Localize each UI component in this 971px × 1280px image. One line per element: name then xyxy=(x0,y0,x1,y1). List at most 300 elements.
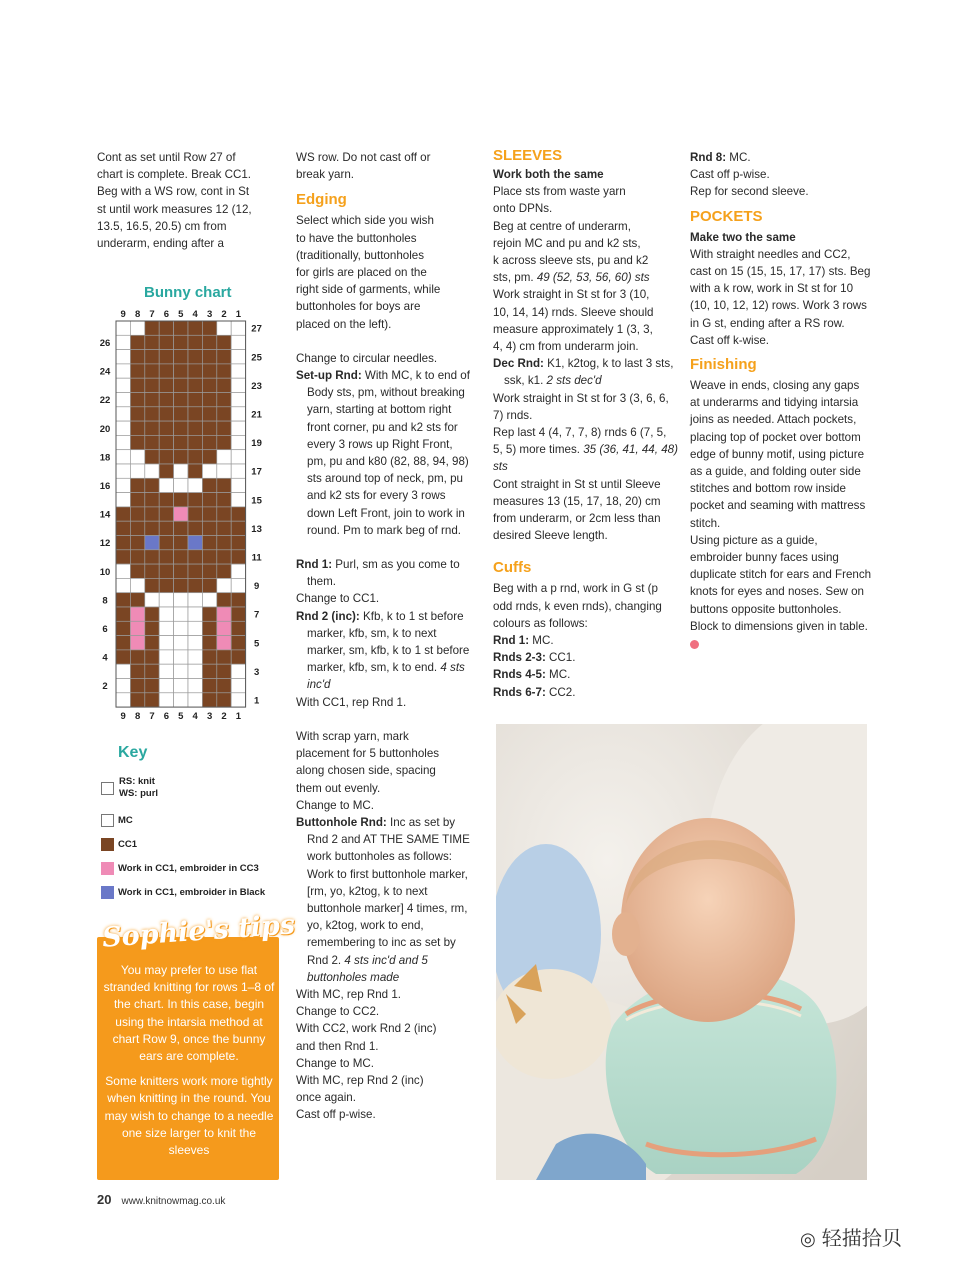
cuff-rnd: Rnd 8: MC. xyxy=(690,151,751,164)
chart-cell xyxy=(174,593,188,607)
column-1 xyxy=(97,149,277,252)
chart-cell xyxy=(202,578,216,592)
text-line: them out evenly. xyxy=(296,781,381,795)
chart-cell xyxy=(159,621,173,635)
chart-row-number: 10 xyxy=(99,566,111,578)
tips-paragraph: Some knitters work more tightly when knitting in the round. You may wish to change to a needle one size larger to knit the sleeves xyxy=(104,1074,274,1158)
chart-cell xyxy=(188,550,202,564)
chart-row-number: 20 xyxy=(99,423,111,435)
intro-line: underarm, ending after a xyxy=(97,237,224,251)
chart-col-number: 7 xyxy=(149,309,155,320)
chart-cell xyxy=(159,335,173,349)
end-dot-icon xyxy=(690,640,699,649)
chart-cell xyxy=(217,421,231,435)
chart-cell xyxy=(217,478,231,492)
text-line: for girls are placed on the xyxy=(296,266,427,280)
chart-cell xyxy=(188,621,202,635)
chart-cell xyxy=(174,321,188,335)
chart-row-number: 12 xyxy=(99,538,111,550)
chart-cell xyxy=(202,350,216,364)
chart-cell xyxy=(188,450,202,464)
chart-cell xyxy=(174,421,188,435)
edging-heading: Edging xyxy=(296,191,347,209)
chart-cell xyxy=(231,650,245,664)
chart-cell xyxy=(145,478,159,492)
chart-cell xyxy=(217,378,231,392)
chart-cell xyxy=(116,507,130,521)
chart-cell xyxy=(159,478,173,492)
chart-cell xyxy=(159,393,173,407)
tips-body xyxy=(103,962,275,1167)
chart-cell xyxy=(145,578,159,592)
chart-cell xyxy=(188,664,202,678)
text-line: Change to MC. xyxy=(296,798,374,812)
chart-cell xyxy=(174,435,188,449)
chart-cell xyxy=(188,593,202,607)
column-3 xyxy=(493,146,679,701)
chart-cell xyxy=(217,593,231,607)
chart-cell xyxy=(217,364,231,378)
chart-cell xyxy=(116,450,130,464)
sleeves-subheading: Work both the same xyxy=(493,168,604,181)
chart-row-number: 14 xyxy=(99,509,111,521)
chart-row-number: 25 xyxy=(251,352,262,364)
chart-cell xyxy=(231,607,245,621)
chart-cell xyxy=(116,407,130,421)
intro-line: 13.5, 16.5, 20.5) cm from xyxy=(97,219,227,233)
chart-col-number: 6 xyxy=(163,309,170,320)
key-swatch xyxy=(101,814,114,827)
chart-cell xyxy=(231,550,245,564)
chart-cell xyxy=(217,607,231,621)
chart-cell xyxy=(145,464,159,478)
chart-cell xyxy=(202,464,216,478)
key-swatch xyxy=(101,886,114,899)
chart-cell xyxy=(159,350,173,364)
chart-cell xyxy=(231,521,245,535)
text-line: placed on the left). xyxy=(296,317,392,331)
intro-line: Beg with a WS row, cont in St xyxy=(97,185,250,199)
chart-row-number: 9 xyxy=(253,581,260,593)
chart-col-number: 2 xyxy=(221,309,227,320)
chart-cell xyxy=(116,521,130,535)
text-line: With CC1, rep Rnd 1. xyxy=(296,695,407,709)
chart-cell xyxy=(159,564,173,578)
chart-cell xyxy=(188,679,202,693)
intro-line: Cont as set until Row 27 of xyxy=(97,151,236,164)
footer xyxy=(97,1192,225,1207)
tips-paragraph: You may prefer to use flat stranded knitting for rows 1–8 of the chart. In this case, begin using the intarsia method at chart Row 9, once the bunny ears are complete. xyxy=(103,963,275,1064)
key-swatch xyxy=(101,862,114,875)
chart-row-number: 27 xyxy=(251,323,262,335)
key-swatch xyxy=(101,782,114,795)
chart-cell xyxy=(159,693,173,707)
chart-row-number: 3 xyxy=(253,666,260,678)
chart-cell xyxy=(188,650,202,664)
chart-col-number: 3 xyxy=(206,711,213,723)
text-line: Rep for second sleeve. xyxy=(690,185,809,199)
chart-cell xyxy=(202,321,216,335)
chart-cell xyxy=(174,564,188,578)
text-line: onto DPNs. xyxy=(493,202,553,216)
chart-cell xyxy=(202,335,216,349)
key-label: WS: purl xyxy=(119,788,159,799)
chart-cell xyxy=(145,550,159,564)
chart-cell xyxy=(130,679,144,693)
chart-cell xyxy=(217,636,231,650)
chart-cell xyxy=(174,636,188,650)
chart-cell xyxy=(231,321,245,335)
chart-cell xyxy=(188,421,202,435)
chart-cell xyxy=(202,450,216,464)
text-line: Work straight in St st for 3 (10, xyxy=(493,288,650,302)
text-line: With CC2, work Rnd 2 (inc) xyxy=(296,1022,437,1036)
chart-cell xyxy=(145,664,159,678)
chart-cell xyxy=(130,393,144,407)
chart-cell xyxy=(188,536,202,550)
chart-cell xyxy=(188,564,202,578)
text-line: With MC, rep Rnd 2 (inc) xyxy=(296,1073,424,1087)
chart-cell xyxy=(188,493,202,507)
text-line: (traditionally, buttonholes xyxy=(296,248,425,262)
chart-row-number: 19 xyxy=(251,438,262,450)
pockets-heading: POCKETS xyxy=(690,207,763,225)
chart-col-number: 4 xyxy=(192,309,198,320)
chart-cell xyxy=(174,450,188,464)
text-line: Change to CC1. xyxy=(296,592,380,606)
chart-cell xyxy=(174,478,188,492)
chart-cell xyxy=(202,536,216,550)
chart-cell xyxy=(174,550,188,564)
chart-cell xyxy=(130,550,144,564)
text-line: sts, pm. 49 (52, 53, 56, 60) sts xyxy=(493,271,650,285)
chart-cell xyxy=(159,407,173,421)
chart-cell xyxy=(202,435,216,449)
chart-border xyxy=(116,321,246,707)
chart-cell xyxy=(174,507,188,521)
text-line: With scrap yarn, mark xyxy=(296,729,409,743)
key-item-mc xyxy=(101,814,133,827)
chart-cell xyxy=(217,521,231,535)
chart-cell xyxy=(174,393,188,407)
chart-cell xyxy=(231,364,245,378)
chart-cell xyxy=(202,507,216,521)
tips-title: Sophie's tips xyxy=(101,909,296,954)
text-line: measure approximately 1 (3, 3, xyxy=(493,322,653,336)
chart-cell xyxy=(231,450,245,464)
chart-cell xyxy=(202,407,216,421)
chart-cell xyxy=(217,621,231,635)
chart-cell xyxy=(174,578,188,592)
chart-cell xyxy=(116,478,130,492)
footer-url: www.knitnowmag.co.uk xyxy=(121,1196,226,1207)
chart-cell xyxy=(231,536,245,550)
text-line: 10, 14, 14) rnds. Sleeve should xyxy=(493,305,654,319)
chart-cell xyxy=(159,593,173,607)
chart-cell xyxy=(188,407,202,421)
chart-cell xyxy=(202,593,216,607)
chart-cell xyxy=(217,407,231,421)
chart-cell xyxy=(130,650,144,664)
chart-cell xyxy=(130,464,144,478)
text-line: Change to MC. xyxy=(296,1056,374,1070)
chart-cell xyxy=(202,364,216,378)
wechat-icon: ◎ xyxy=(800,1229,816,1249)
chart-cell xyxy=(145,536,159,550)
chart-cell xyxy=(116,664,130,678)
chart-cell xyxy=(116,435,130,449)
chart-col-number: 5 xyxy=(178,711,184,723)
chart-cell xyxy=(159,521,173,535)
cuff-rnd: Rnd 1: MC. xyxy=(493,634,554,648)
text-line: Cast off p-wise. xyxy=(296,1108,376,1122)
chart-cell xyxy=(231,407,245,421)
chart-cell xyxy=(217,693,231,707)
chart-cell xyxy=(202,521,216,535)
chart-cell xyxy=(231,378,245,392)
chart-cell xyxy=(217,335,231,349)
key-label: CC1 xyxy=(118,839,138,851)
chart-cell xyxy=(231,350,245,364)
chart-cell xyxy=(145,321,159,335)
chart-cell xyxy=(145,493,159,507)
chart-cell xyxy=(188,636,202,650)
chart-cell xyxy=(231,464,245,478)
chart-cell xyxy=(159,321,173,335)
chart-row-number: 5 xyxy=(253,638,260,650)
chart-cell xyxy=(145,621,159,635)
chart-cell xyxy=(159,435,173,449)
chart-cell xyxy=(116,550,130,564)
chart-row-number: 6 xyxy=(102,623,108,635)
chart-cell xyxy=(231,693,245,707)
chart-cell xyxy=(159,550,173,564)
chart-cell xyxy=(174,521,188,535)
baby-photo xyxy=(496,724,867,1180)
text-line: With MC, rep Rnd 1. xyxy=(296,987,402,1001)
chart-cell xyxy=(159,493,173,507)
chart-cell xyxy=(202,550,216,564)
text-line: With straight needles and CC2, cast on 15 (15, 15, 17, 17) sts. Beg with a k row, work in St st for 10 (10, 10, 12, 12) rows. Work 3 rows in G st, ending after a RS row. xyxy=(690,247,871,330)
chart-cell xyxy=(231,679,245,693)
chart-cell xyxy=(231,636,245,650)
key-item-cc3 xyxy=(101,862,259,875)
chart-col-number: 7 xyxy=(149,711,155,723)
chart-cell xyxy=(174,664,188,678)
text-line: and then Rnd 1. xyxy=(296,1039,379,1053)
chart-cell xyxy=(217,650,231,664)
cuffs-heading: Cuffs xyxy=(493,559,532,577)
chart-row-number: 1 xyxy=(253,695,260,707)
chart-cell xyxy=(174,607,188,621)
chart-cell xyxy=(130,478,144,492)
chart-cell xyxy=(217,493,231,507)
chart-cell xyxy=(130,378,144,392)
chart-cell xyxy=(188,464,202,478)
chart-cell xyxy=(116,493,130,507)
chart-cell xyxy=(116,335,130,349)
chart-cell xyxy=(174,378,188,392)
chart-cell xyxy=(159,536,173,550)
chart-cell xyxy=(217,321,231,335)
chart-row-number: 8 xyxy=(102,595,108,607)
chart-cell xyxy=(145,421,159,435)
chart-cell xyxy=(202,478,216,492)
intro-line: st until work measures 12 (12, xyxy=(97,202,252,216)
chart-cell xyxy=(130,350,144,364)
chart-cell xyxy=(130,564,144,578)
chart-cell xyxy=(188,378,202,392)
chart-cell xyxy=(145,335,159,349)
chart-col-number: 8 xyxy=(134,711,141,723)
chart-cell xyxy=(217,435,231,449)
chart-col-number: 6 xyxy=(163,711,170,723)
chart-cell xyxy=(145,507,159,521)
chart-cell xyxy=(159,607,173,621)
chart-cell xyxy=(202,393,216,407)
chart-cell xyxy=(174,621,188,635)
chart-cell xyxy=(217,464,231,478)
text-line: Cast off p-wise. xyxy=(690,168,770,182)
chart-cell xyxy=(188,521,202,535)
chart-cell xyxy=(159,450,173,464)
text-line: Cast off k-wise. xyxy=(690,333,770,347)
chart-cell xyxy=(159,464,173,478)
chart-cell xyxy=(174,679,188,693)
cuff-rnd: Rnds 4-5: MC. xyxy=(493,668,571,682)
chart-cell xyxy=(145,593,159,607)
key-item-cc1 xyxy=(101,838,137,851)
chart-cell xyxy=(217,350,231,364)
text-line: Place sts from waste yarn xyxy=(493,185,626,199)
chart-cell xyxy=(217,393,231,407)
finishing-heading: Finishing xyxy=(690,356,757,374)
chart-cell xyxy=(116,650,130,664)
chart-row-number: 18 xyxy=(99,452,111,464)
chart-row-number: 17 xyxy=(251,466,262,478)
chart-row-number: 24 xyxy=(99,366,111,378)
chart-cell xyxy=(159,650,173,664)
chart-cell xyxy=(231,393,245,407)
chart-row-number: 22 xyxy=(99,395,111,407)
chart-cell xyxy=(174,407,188,421)
chart-cell xyxy=(130,421,144,435)
text-line: once again. xyxy=(296,1091,356,1105)
key-label: RS: knit xyxy=(119,776,155,787)
chart-cell xyxy=(145,693,159,707)
chart-cell xyxy=(159,664,173,678)
chart-row-number: 21 xyxy=(251,409,262,421)
chart-col-number: 1 xyxy=(235,309,242,320)
chart-cell xyxy=(202,650,216,664)
chart-cell xyxy=(188,393,202,407)
text-line: placement for 5 buttonholes xyxy=(296,747,440,761)
chart-row-number: 15 xyxy=(251,495,262,507)
chart-cell xyxy=(202,564,216,578)
chart-cell xyxy=(130,664,144,678)
chart-cell xyxy=(116,536,130,550)
cuff-rnd: Rnds 6-7: CC2. xyxy=(493,685,576,699)
chart-cell xyxy=(159,421,173,435)
text-line: along chosen side, spacing xyxy=(296,764,436,778)
chart-row-number: 26 xyxy=(99,337,111,349)
chart-cell xyxy=(130,407,144,421)
chart-cell xyxy=(145,393,159,407)
text-line: right side of garments, while xyxy=(296,283,441,297)
chart-cell xyxy=(231,435,245,449)
chart-cell xyxy=(202,693,216,707)
chart-cell xyxy=(202,664,216,678)
chart-cell xyxy=(116,421,130,435)
chart-cell xyxy=(231,664,245,678)
chart-cell xyxy=(130,364,144,378)
chart-cell xyxy=(202,421,216,435)
chart-col-number: 8 xyxy=(134,309,141,320)
column-2 xyxy=(296,149,474,1124)
chart-cell xyxy=(231,335,245,349)
chart-cell xyxy=(145,636,159,650)
chart-cell xyxy=(116,578,130,592)
chart-cell xyxy=(174,650,188,664)
chart-title: Bunny chart xyxy=(144,284,232,301)
chart-col-number: 3 xyxy=(206,309,213,320)
chart-cell xyxy=(231,621,245,635)
chart-col-number: 4 xyxy=(192,711,198,723)
chart-cell xyxy=(217,679,231,693)
chart-cell xyxy=(188,321,202,335)
text-line: buttonholes for boys are xyxy=(296,300,421,314)
key-label: Work in CC1, embroider in CC3 xyxy=(118,863,259,875)
key-item-black xyxy=(101,886,265,899)
chart-cell xyxy=(174,464,188,478)
setup-rnd: Set-up Rnd: With MC, k to end of Body sts, pm, without breaking yarn, starting at bottom right front corner, pu and k2 sts for every 3 rows up Right Front, pm, pu and k80 (82, 88, 94, 98) sts around top of neck, pm, pu and k2 sts for every 3 rows down Left Front, join to work in round. Pm to mark beg of rnd. xyxy=(296,369,470,537)
chart-cell xyxy=(174,493,188,507)
rnd1: Rnd 1: Purl, sm as you come to them. xyxy=(296,558,460,589)
key-label: Work in CC1, embroider in Black xyxy=(118,887,266,899)
chart-cell xyxy=(174,364,188,378)
key-label: MC xyxy=(118,815,133,827)
chart-cell xyxy=(130,435,144,449)
chart-cell xyxy=(174,536,188,550)
chart-cell xyxy=(217,550,231,564)
text-line: break yarn. xyxy=(296,168,354,182)
chart-cell xyxy=(145,378,159,392)
chart-cell xyxy=(130,621,144,635)
key-item-knit xyxy=(101,776,158,800)
cuff-rnd: Rnds 2-3: CC1. xyxy=(493,651,576,665)
chart-col-number: 2 xyxy=(221,711,227,723)
chart-cell xyxy=(145,521,159,535)
chart-cell xyxy=(130,450,144,464)
text-line: rejoin MC and pu and k2 sts, xyxy=(493,236,641,250)
chart-cell xyxy=(202,679,216,693)
chart-row-number: 11 xyxy=(251,552,262,564)
intro-line: chart is complete. Break CC1. xyxy=(97,168,251,182)
chart-cell xyxy=(116,564,130,578)
chart-cell xyxy=(116,679,130,693)
text-line: to have the buttonholes xyxy=(296,231,417,245)
chart-cell xyxy=(188,364,202,378)
chart-cell xyxy=(130,321,144,335)
chart-col-number: 1 xyxy=(235,711,242,723)
chart-cell xyxy=(116,393,130,407)
chart-cell xyxy=(188,507,202,521)
chart-cell xyxy=(130,335,144,349)
chart-cell xyxy=(202,636,216,650)
pockets-subheading: Make two the same xyxy=(690,230,796,244)
text-line: k across sleeve sts, pu and k2 xyxy=(493,254,649,268)
chart-cell xyxy=(202,378,216,392)
